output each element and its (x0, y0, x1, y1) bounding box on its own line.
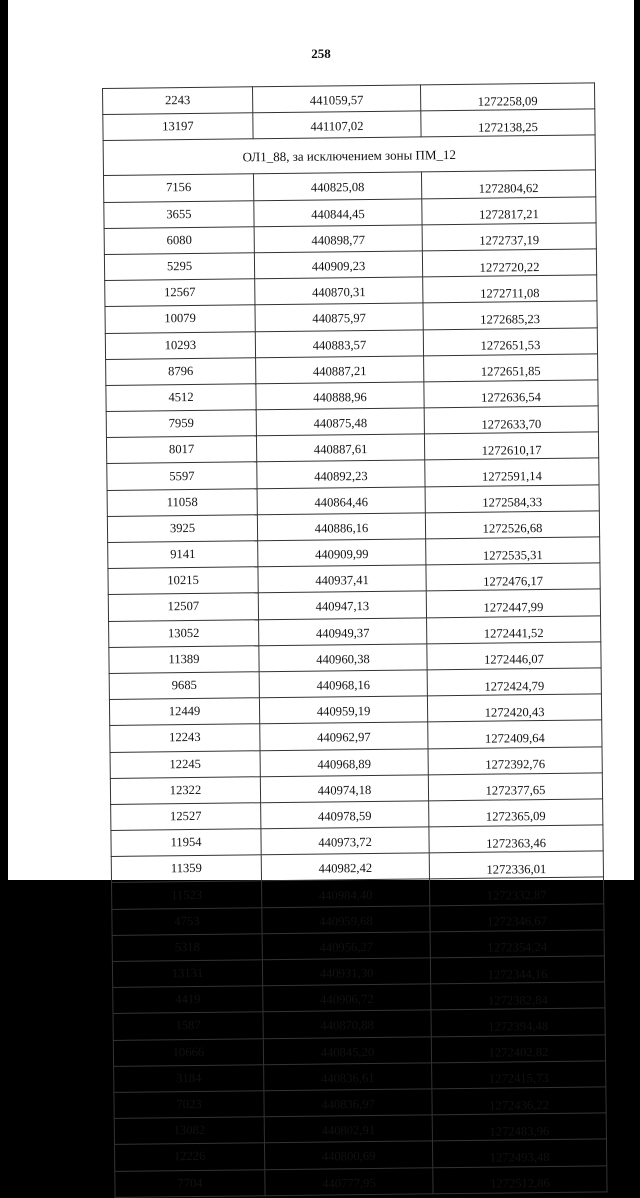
x-coordinate-cell: 440888,96 (256, 382, 424, 410)
x-coordinate-cell: 440802,91 (264, 1115, 432, 1143)
y-coordinate-cell: 1272392,76 (428, 746, 602, 774)
point-number-cell: 5295 (104, 253, 254, 281)
point-number-cell: 10293 (105, 331, 255, 359)
table-row (115, 1165, 607, 1197)
point-number-cell: 12449 (109, 698, 259, 726)
point-number-cell: 1587 (113, 1012, 263, 1040)
point-number-cell: 12322 (110, 776, 260, 804)
point-number-cell: 12507 (108, 593, 258, 621)
point-number-cell: 4512 (106, 384, 256, 412)
y-coordinate-cell: 1272377,65 (428, 773, 602, 801)
point-number-cell: 11389 (109, 646, 259, 674)
y-coordinate-cell: 1272720,22 (422, 249, 596, 277)
x-coordinate-cell: 440875,97 (255, 303, 423, 331)
point-number-cell: 12243 (110, 724, 260, 752)
x-coordinate-cell: 440909,99 (258, 539, 426, 567)
x-coordinate-cell: 440886,16 (257, 513, 425, 541)
point-number-cell: 5318 (112, 934, 262, 962)
x-coordinate-cell: 440982,42 (261, 853, 429, 881)
y-coordinate-cell: 1272344,16 (430, 956, 604, 984)
point-number-cell: 12567 (105, 279, 255, 307)
x-coordinate-cell: 440836,97 (264, 1089, 432, 1117)
x-coordinate-cell: 440937,41 (258, 565, 426, 593)
point-number-cell: 11954 (111, 829, 261, 857)
point-number-cell: 3184 (114, 1064, 264, 1092)
point-number-cell: 13082 (114, 1117, 264, 1145)
x-coordinate-cell: 440984,40 (262, 879, 430, 907)
y-coordinate-cell: 1272633,70 (424, 406, 598, 434)
point-number-cell: 9141 (108, 541, 258, 569)
y-coordinate-cell: 1272365,09 (429, 799, 603, 827)
y-coordinate-cell: 1272804,62 (421, 170, 595, 198)
point-number-cell: 7023 (114, 1091, 264, 1119)
point-number-cell: 10079 (105, 305, 255, 333)
x-coordinate-cell: 440887,21 (256, 356, 424, 384)
x-coordinate-cell: 440864,46 (257, 486, 425, 514)
point-number-cell: 11058 (107, 488, 257, 516)
y-coordinate-cell: 1272424,79 (427, 668, 601, 696)
coordinates-table (102, 82, 608, 1197)
point-number-cell: 12226 (114, 1143, 264, 1171)
y-coordinate-cell: 1272476,17 (426, 563, 600, 591)
point-number-cell: 8796 (106, 357, 256, 385)
coordinates-table-body (103, 83, 608, 1197)
point-number-cell: 12245 (110, 750, 260, 778)
x-coordinate-cell: 441107,02 (253, 111, 421, 139)
y-coordinate-cell: 1272138,25 (421, 109, 595, 137)
x-coordinate-cell: 440968,16 (259, 670, 427, 698)
y-coordinate-cell: 1272336,01 (429, 851, 603, 879)
x-coordinate-cell: 440777,95 (265, 1167, 433, 1195)
x-coordinate-cell: 440883,57 (255, 329, 423, 357)
y-coordinate-cell: 1272535,31 (426, 537, 600, 565)
x-coordinate-cell: 440825,08 (253, 172, 421, 200)
y-coordinate-cell: 1272483,96 (432, 1113, 606, 1141)
x-coordinate-cell: 440968,89 (260, 748, 428, 776)
x-coordinate-cell: 440836,61 (264, 1063, 432, 1091)
point-number-cell: 7959 (106, 410, 256, 438)
x-coordinate-cell: 440844,45 (254, 198, 422, 226)
y-coordinate-cell: 1272346,67 (430, 903, 604, 931)
y-coordinate-cell: 1272591,14 (425, 458, 599, 486)
point-number-cell: 7156 (103, 174, 253, 202)
point-number-cell: 13052 (109, 619, 259, 647)
x-coordinate-cell: 440931,30 (262, 958, 430, 986)
point-number-cell: 5597 (107, 462, 257, 490)
point-number-cell: 6080 (104, 227, 254, 255)
x-coordinate-cell: 440978,59 (261, 801, 429, 829)
x-coordinate-cell: 440870,31 (255, 277, 423, 305)
x-coordinate-cell: 440960,38 (259, 644, 427, 672)
y-coordinate-cell: 1272584,33 (425, 485, 599, 513)
x-coordinate-cell: 440974,18 (260, 775, 428, 803)
y-coordinate-cell: 1272354,24 (430, 930, 604, 958)
x-coordinate-cell: 440845,20 (263, 1036, 431, 1064)
y-coordinate-cell: 1272447,99 (426, 589, 600, 617)
x-coordinate-cell: 440947,13 (258, 591, 426, 619)
point-number-cell: 2243 (103, 87, 253, 115)
y-coordinate-cell: 1272711,08 (423, 275, 597, 303)
x-coordinate-cell: 440887,61 (256, 434, 424, 462)
x-coordinate-cell: 440962,97 (260, 722, 428, 750)
page-number: 258 (311, 46, 331, 61)
y-coordinate-cell: 1272493,48 (432, 1139, 606, 1167)
y-coordinate-cell: 1272817,21 (422, 196, 596, 224)
y-coordinate-cell: 1272441,52 (427, 615, 601, 643)
point-number-cell: 4753 (112, 907, 262, 935)
point-number-cell: 7704 (115, 1169, 265, 1197)
y-coordinate-cell: 1272363,46 (429, 825, 603, 853)
x-coordinate-cell: 440956,27 (262, 932, 430, 960)
y-coordinate-cell: 1272685,23 (423, 301, 597, 329)
point-number-cell: 4419 (113, 986, 263, 1014)
y-coordinate-cell: 1272394,48 (431, 1008, 605, 1036)
x-coordinate-cell: 441059,57 (252, 85, 420, 113)
x-coordinate-cell: 440898,77 (254, 225, 422, 253)
y-coordinate-cell: 1272436,22 (432, 1087, 606, 1115)
section-header-row (103, 135, 595, 176)
x-coordinate-cell: 440973,72 (261, 827, 429, 855)
y-coordinate-cell: 1272651,53 (423, 327, 597, 355)
y-coordinate-cell: 1272402,82 (431, 1034, 605, 1062)
y-coordinate-cell: 1272737,19 (422, 223, 596, 251)
point-number-cell: 8017 (106, 436, 256, 464)
point-number-cell: 9685 (109, 672, 259, 700)
point-number-cell: 11523 (112, 881, 262, 909)
point-number-cell: 10666 (113, 1038, 263, 1066)
y-coordinate-cell: 1272420,43 (427, 694, 601, 722)
x-coordinate-cell: 440906,72 (263, 984, 431, 1012)
point-number-cell: 11359 (111, 855, 261, 883)
document-page (8, 0, 634, 1191)
x-coordinate-cell: 440959,68 (262, 905, 430, 933)
point-number-cell: 3925 (107, 515, 257, 543)
point-number-cell: 3655 (104, 200, 254, 228)
y-coordinate-cell: 1272636,54 (424, 380, 598, 408)
section-title: ОЛ1_88, за исключением зоны ПМ_12 (103, 135, 595, 176)
x-coordinate-cell: 440800,69 (264, 1141, 432, 1169)
y-coordinate-cell: 1272382,84 (431, 982, 605, 1010)
y-coordinate-cell: 1272651,85 (424, 354, 598, 382)
x-coordinate-cell: 440875,48 (256, 408, 424, 436)
x-coordinate-cell: 440870,88 (263, 1010, 431, 1038)
point-number-cell: 13197 (103, 113, 253, 141)
x-coordinate-cell: 440909,23 (254, 251, 422, 279)
x-coordinate-cell: 440959,19 (259, 696, 427, 724)
y-coordinate-cell: 1272332,87 (429, 877, 603, 905)
point-number-cell: 13131 (112, 960, 262, 988)
x-coordinate-cell: 440892,23 (257, 460, 425, 488)
y-coordinate-cell: 1272512,86 (433, 1165, 607, 1193)
y-coordinate-cell: 1272415,73 (432, 1061, 606, 1089)
point-number-cell: 10215 (108, 567, 258, 595)
x-coordinate-cell: 440949,37 (259, 617, 427, 645)
y-coordinate-cell: 1272258,09 (420, 83, 594, 111)
y-coordinate-cell: 1272446,07 (427, 642, 601, 670)
y-coordinate-cell: 1272610,17 (424, 432, 598, 460)
y-coordinate-cell: 1272409,64 (428, 720, 602, 748)
y-coordinate-cell: 1272526,68 (425, 511, 599, 539)
point-number-cell: 12527 (111, 803, 261, 831)
